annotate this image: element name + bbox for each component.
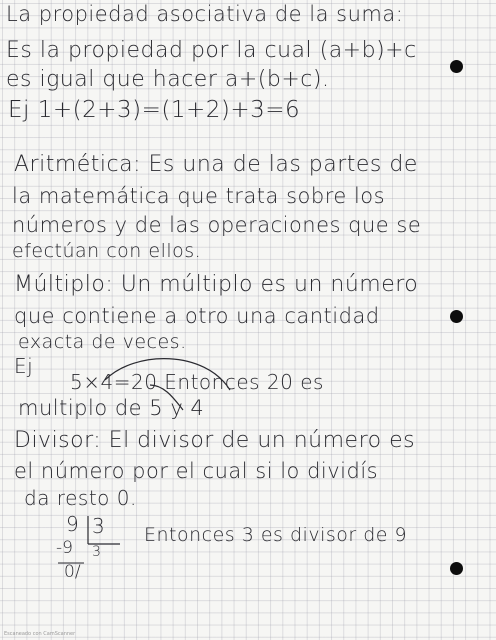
division-quotient: 3 [92, 544, 101, 560]
text-line-14: Divisor: El divisor de un número es [14, 428, 416, 453]
division-bracket-icon [86, 514, 126, 548]
text-line-10: exacta de veces. [18, 331, 187, 353]
text-line-8: Múltiplo: Un múltiplo es un número [14, 272, 419, 297]
text-line-6: números y de las operaciones que se [12, 213, 422, 237]
binder-hole-icon [450, 310, 463, 323]
text-line-15: el número por el cual si lo dividís [14, 459, 379, 483]
division-remainder: 0/ [64, 562, 81, 582]
division-dividend: 9 [66, 512, 79, 536]
binder-hole-icon [450, 60, 463, 73]
text-line-13: multiplo de 5 y 4 [18, 396, 205, 420]
text-line-16: da resto 0. [24, 486, 137, 510]
division-divisor: 3 [92, 514, 105, 538]
binder-hole-icon [450, 562, 463, 575]
example-label: Ej [14, 354, 34, 378]
watermark: Escaneado con CamScanner [4, 631, 76, 637]
arc-arrow-icon [95, 355, 255, 415]
text-line-1: Es la propiedad por la cual (a+b)+c [6, 38, 417, 63]
text-line-2: es igual que hacer a+(b+c). [6, 67, 330, 92]
division-subtract: -9 [56, 538, 73, 558]
text-line-17: Entonces 3 es divisor de 9 [144, 524, 408, 546]
example-line-2: 5×4=20 Entonces 20 es [70, 370, 324, 394]
text-line-5: la matemática que trata sobre los [12, 184, 386, 208]
example-line-1: Ej 1+(2+3)=(1+2)+3=6 [8, 97, 301, 123]
text-line-4: Aritmética: Es una de las partes de [14, 152, 418, 177]
text-line-9: que contiene a otro una cantidad [14, 304, 380, 328]
text-line-7: efectúan con ellos. [12, 240, 202, 262]
page-title: La propiedad asociativa de la suma: [6, 2, 404, 26]
